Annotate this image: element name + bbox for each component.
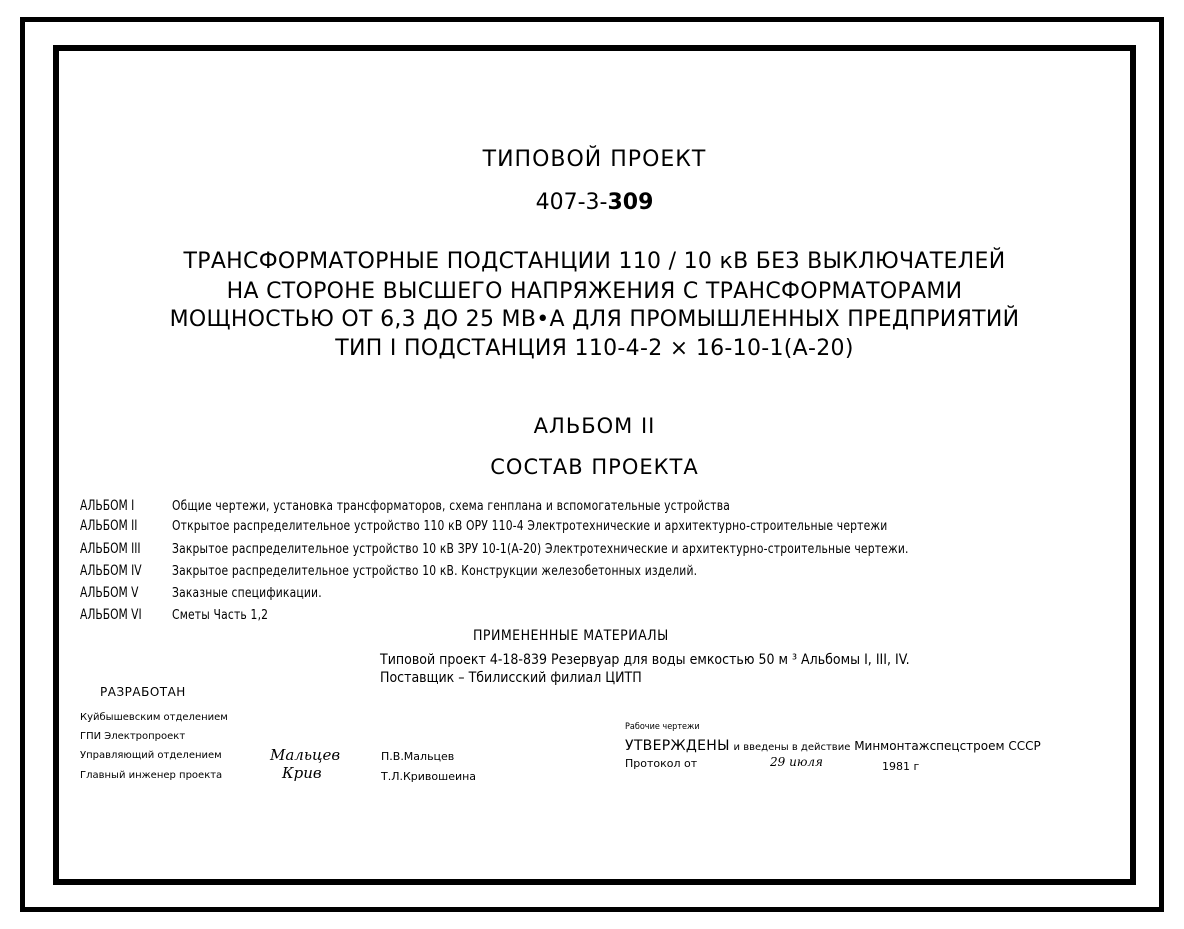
album-label: АЛЬБОМ V xyxy=(80,585,139,601)
title-line-1: ТРАНСФОРМАТОРНЫЕ ПОДСТАНЦИИ 110 / 10 кВ БЕЗ ВЫКЛЮЧАТЕЛЕЙ xyxy=(183,249,1006,274)
approval-year: 1981 г xyxy=(882,760,920,773)
project-number-suffix: 309 xyxy=(607,190,654,215)
title-line-4: ТИП I ПОДСТАНЦИЯ 110-4-2 × 16-10-1(А-20) xyxy=(335,336,854,361)
developer-name-1: П.В.Мальцев xyxy=(381,750,455,763)
album-text: Открытое распределительное устройство 110 кВ ОРУ 110-4 Электротехнические и архитектурно-строительные чертежи xyxy=(172,519,888,534)
approval-approved: УТВЕРЖДЕНЫ xyxy=(625,738,730,754)
composition-heading: СОСТАВ ПРОЕКТА xyxy=(490,455,699,479)
album-label: АЛЬБОМ II xyxy=(80,518,138,534)
approval-line-2 xyxy=(625,738,1041,754)
title-line-3: МОЩНОСТЬЮ ОТ 6,3 ДО 25 МВ•А ДЛЯ ПРОМЫШЛЕННЫХ ПРЕДПРИЯТИЙ xyxy=(169,307,1020,332)
project-number xyxy=(53,190,1136,215)
approval-date: 29 июля xyxy=(770,755,823,769)
album-text: Сметы Часть 1,2 xyxy=(172,608,269,623)
signature-2: Крив xyxy=(282,764,322,782)
approval-org: Минмонтажспецстроем СССР xyxy=(854,739,1041,753)
developer-org-1: Куйбышевским отделением xyxy=(80,712,228,723)
album-row xyxy=(80,518,950,538)
approval-line-1: Рабочие чертежи xyxy=(625,722,700,732)
album-row xyxy=(80,607,277,627)
developer-role-2: Главный инженер проекта xyxy=(80,770,223,781)
materials-line-1: Типовой проект 4-18-839 Резервуар для воды емкостью 50 м ³ Альбомы I, III, IV. xyxy=(380,652,910,668)
album-heading: АЛЬБОМ II xyxy=(533,414,656,438)
developer-role-1: Управляющий отделением xyxy=(80,750,222,761)
album-row xyxy=(80,541,973,561)
album-text: Общие чертежи, установка трансформаторов, схема генплана и вспомогательные устройства xyxy=(172,499,731,514)
developer-name-2: Т.Л.Кривошеина xyxy=(381,770,477,783)
album-row xyxy=(80,563,743,583)
project-type: ТИПОВОЙ ПРОЕКТ xyxy=(482,147,707,172)
signature-1: Мальцев xyxy=(270,746,341,764)
developer-org-2: ГПИ Электропроект xyxy=(80,731,186,742)
materials-title: ПРИМЕНЕННЫЕ МАТЕРИАЛЫ xyxy=(473,628,669,644)
album-label: АЛЬБОМ I xyxy=(80,498,135,514)
album-label: АЛЬБОМ III xyxy=(80,541,141,557)
title-line-2: НА СТОРОНЕ ВЫСШЕГО НАПРЯЖЕНИЯ С ТРАНСФОРМАТОРАМИ xyxy=(226,279,963,304)
project-number-prefix: 407-3- xyxy=(535,190,608,215)
approval-protocol: Протокол от xyxy=(625,757,698,770)
developer-title: РАЗРАБОТАН xyxy=(100,685,186,699)
album-label: АЛЬБОМ IV xyxy=(80,563,142,579)
album-row xyxy=(80,498,779,518)
album-label: АЛЬБОМ VI xyxy=(80,607,142,623)
album-text: Закрытое распределительное устройство 10 кВ. Конструкции железобетонных изделий. xyxy=(172,564,698,579)
materials-line-2: Поставщик – Тбилисский филиал ЦИТП xyxy=(380,670,642,686)
approval-introduced: и введены в действие xyxy=(733,742,851,753)
album-row xyxy=(80,585,335,605)
album-text: Заказные спецификации. xyxy=(172,586,322,601)
album-text: Закрытое распределительное устройство 10 кВ ЗРУ 10-1(А-20) Электротехнические и архитектурно-строительные чертежи. xyxy=(172,542,909,557)
